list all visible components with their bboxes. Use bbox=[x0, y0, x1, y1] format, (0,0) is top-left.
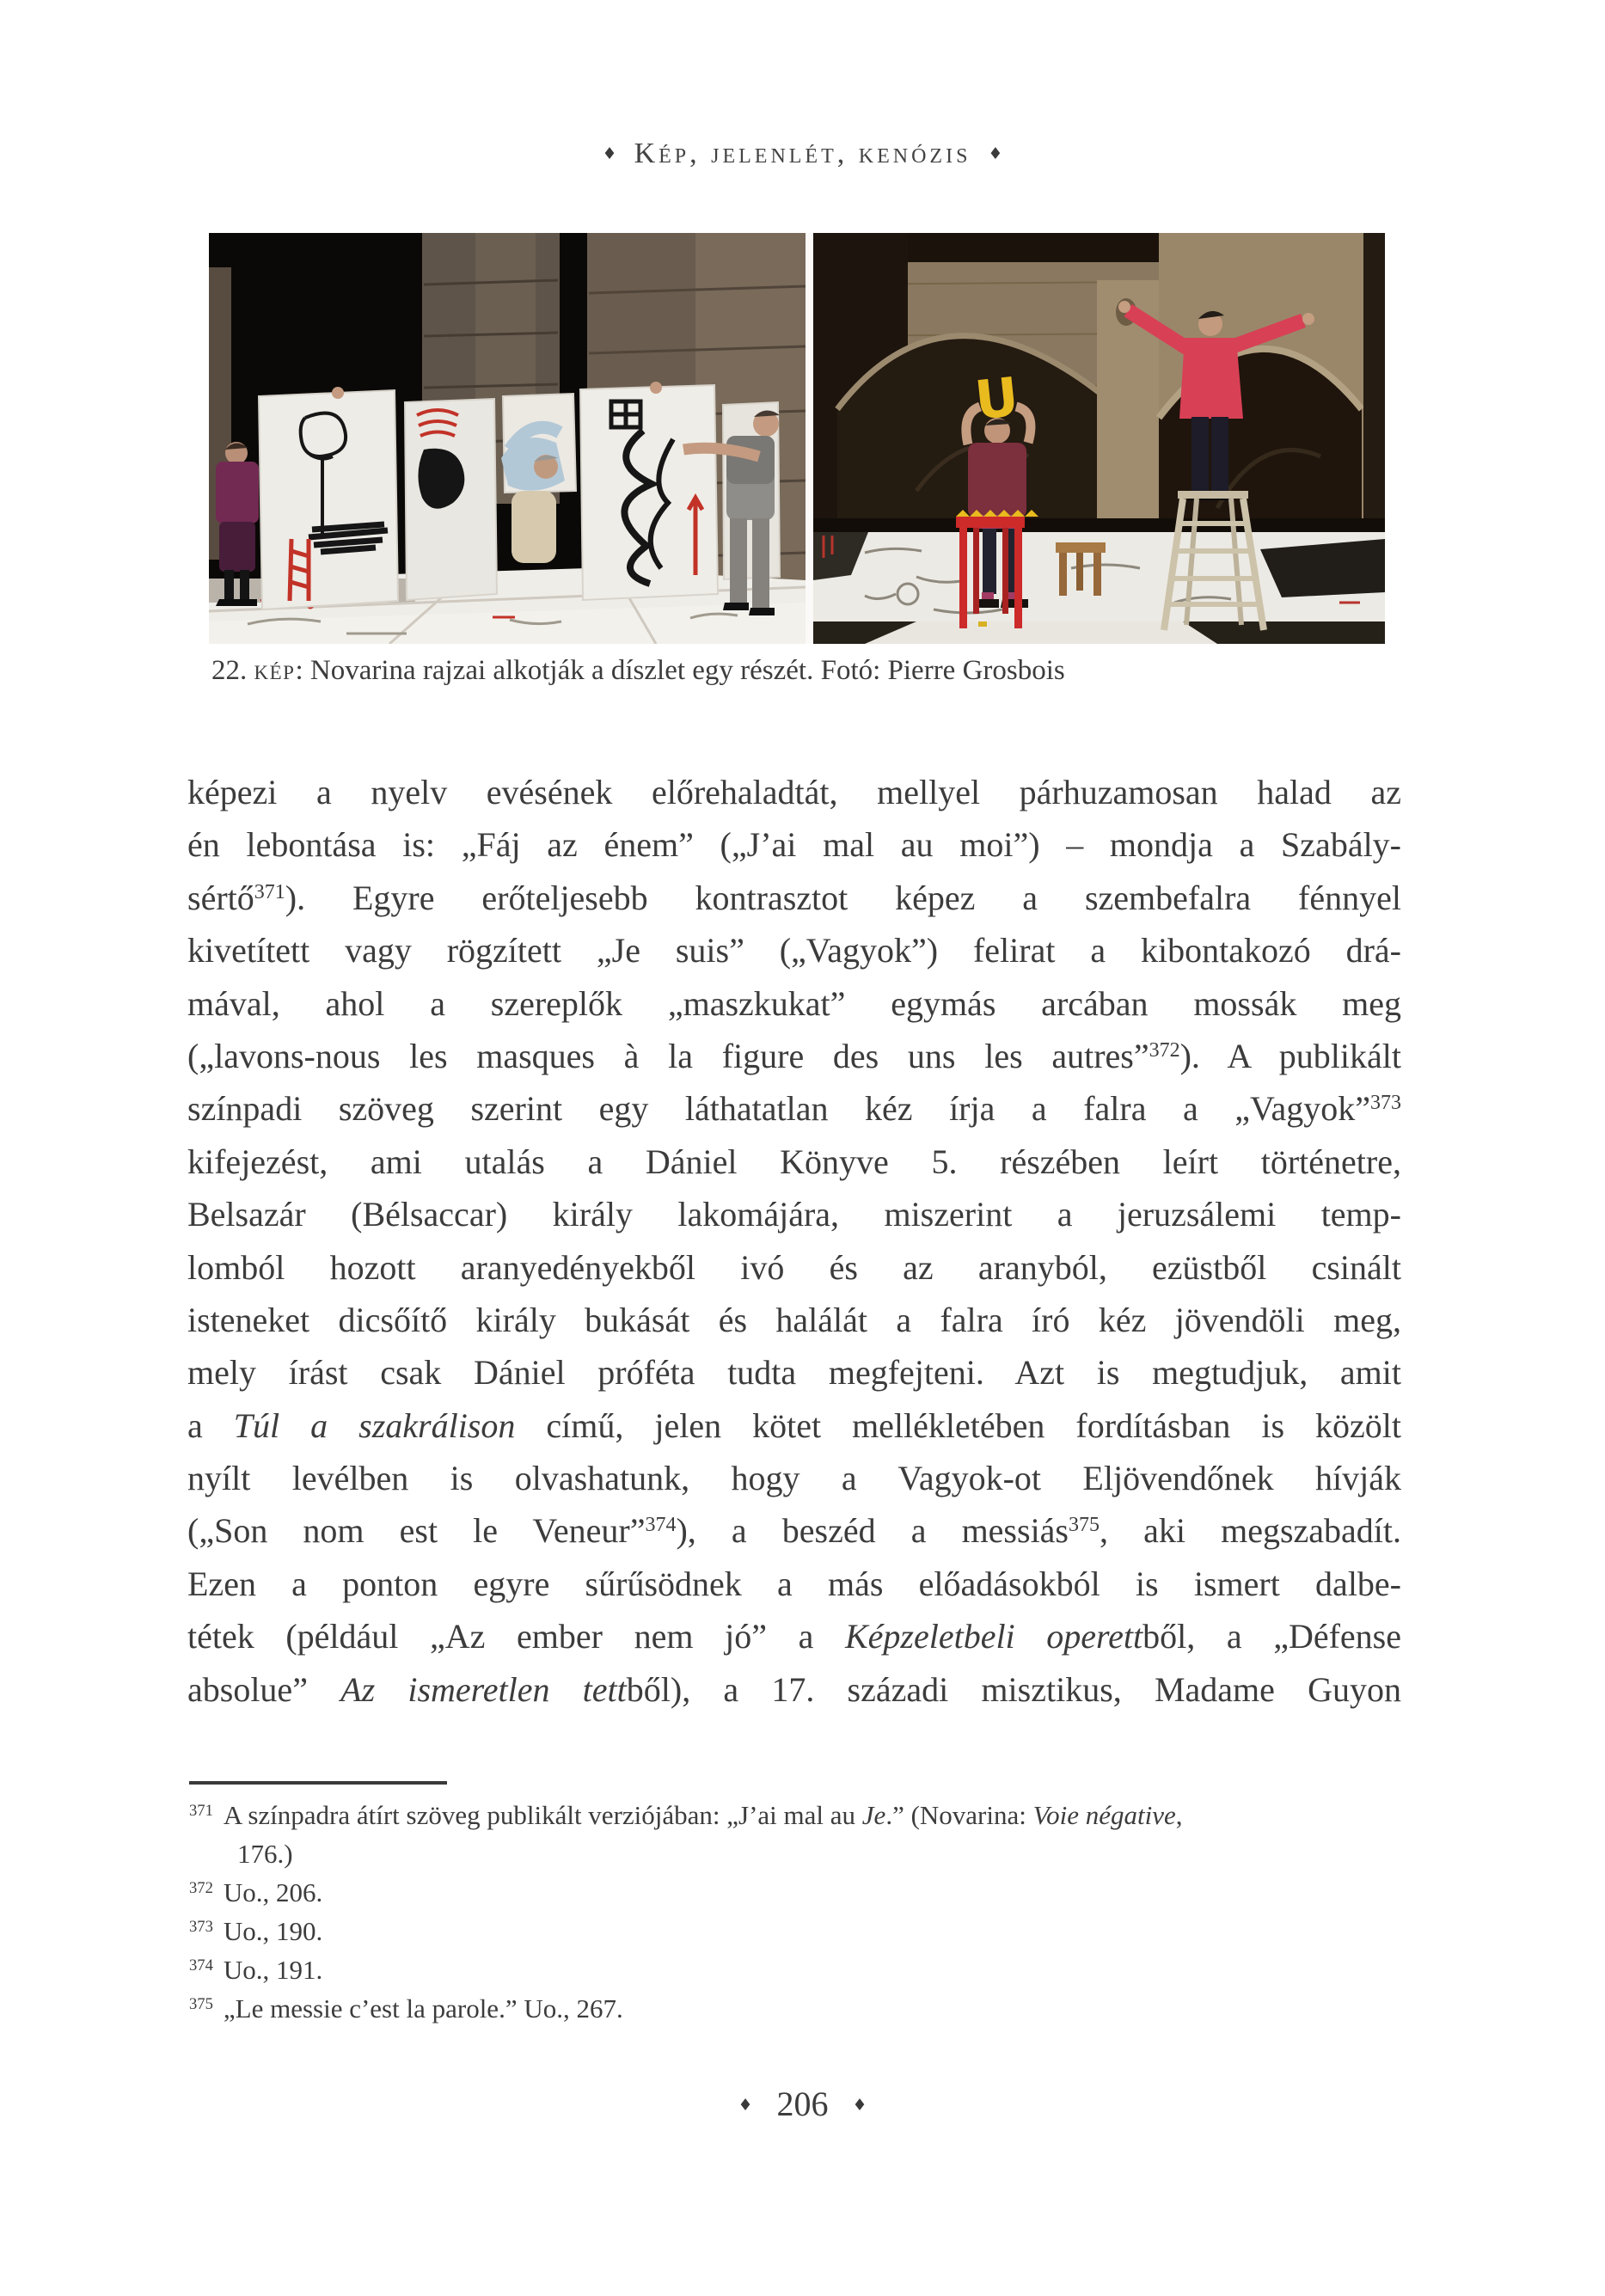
text-run: ), a beszéd a messiás bbox=[676, 1511, 1069, 1551]
text-run: Voie négative bbox=[1032, 1800, 1176, 1830]
text-run: tétek (például „Az ember nem jó” a bbox=[187, 1617, 845, 1656]
text-run: 22. bbox=[211, 655, 254, 686]
footnote-reference: 373 bbox=[1370, 1092, 1401, 1115]
text-run: ből, a „Défense bbox=[1142, 1617, 1402, 1656]
body-text-line bbox=[187, 1663, 1401, 1716]
text-run: lomból hozott aranyedényekből ivó és az aranyból, ezüstből csinált bbox=[187, 1247, 1401, 1287]
footnotes bbox=[189, 1796, 1403, 2028]
photo-left-scene bbox=[209, 233, 806, 644]
stage-photo bbox=[209, 233, 1385, 644]
text-run: mely írást csak Dániel próféta tudta megfejteni. Azt is megtudjuk, amit bbox=[187, 1353, 1401, 1393]
text-run: : Novarina rajzai alkotják a díszlet egy részét. Fotó: Pierre Grosbois bbox=[295, 655, 1065, 686]
figure-photo bbox=[209, 233, 1385, 644]
text-run: ). A publikált bbox=[1179, 1036, 1402, 1075]
footnote-number: 371 bbox=[189, 1801, 213, 1820]
text-run: „Le messie c’est la parole.” Uo., 267. bbox=[223, 1993, 623, 2024]
footnote-reference: 372 bbox=[1149, 1038, 1180, 1062]
text-run: absolue” bbox=[187, 1669, 341, 1709]
text-run: a bbox=[187, 1405, 234, 1445]
text-run: Az ismeretlen tett bbox=[340, 1669, 627, 1709]
footnote-number: 375 bbox=[189, 1994, 213, 2013]
body-text-line bbox=[187, 1504, 1401, 1557]
footnote-reference: 375 bbox=[1069, 1514, 1100, 1537]
body-text-line bbox=[187, 1188, 1401, 1240]
body-text-line bbox=[187, 766, 1401, 818]
text-run: Képzeletbeli operett bbox=[844, 1617, 1143, 1656]
text-run: ből), a 17. századi misztikus, Madame Guyon bbox=[626, 1669, 1401, 1709]
footnote-number: 373 bbox=[189, 1917, 213, 1936]
text-run: című, jelen kötet mellékletében fordításban is közölt bbox=[515, 1405, 1401, 1445]
text-run: .” (Novarina: bbox=[885, 1800, 1033, 1830]
letter-u-prop: U bbox=[971, 364, 1022, 432]
footnote bbox=[189, 1873, 1403, 1912]
text-run: A színpadra átírt szöveg publikált verziójában: „J’ai mal au bbox=[223, 1800, 862, 1830]
body-text-line bbox=[187, 1399, 1401, 1452]
photo-divider bbox=[806, 233, 813, 644]
footnote-rule bbox=[189, 1781, 447, 1785]
text-run: , bbox=[1175, 1800, 1183, 1830]
footnote-number: 372 bbox=[189, 1878, 213, 1897]
body-text-line bbox=[187, 1136, 1401, 1188]
text-run: kép bbox=[254, 655, 296, 686]
running-header bbox=[0, 138, 1605, 170]
text-run: nyílt levélben is olvashatunk, hogy a Vagyok-ot Eljövendőnek hívják bbox=[187, 1459, 1401, 1498]
text-run: képezi a nyelv evésének előrehaladtát, mellyel párhuzamosan halad az bbox=[187, 773, 1401, 811]
text-run: kifejezést, ami utalás a Dániel Könyve 5. részében leírt történetre, bbox=[187, 1142, 1401, 1181]
diamond-ornament-icon: ♦ bbox=[738, 2096, 753, 2115]
text-run: színpadi szöveg szerint egy láthatatlan kéz írja a falra a „Vagyok” bbox=[187, 1089, 1370, 1129]
body-text-line bbox=[187, 1452, 1401, 1504]
text-run: Belsazár (Bélsaccar) király lakomájára, miszerint a jeruzsálemi temp- bbox=[187, 1195, 1401, 1234]
body-text-line bbox=[187, 1346, 1401, 1399]
body-text-line bbox=[187, 1610, 1401, 1662]
text-run: Je bbox=[861, 1800, 886, 1830]
footnote-reference: 374 bbox=[645, 1514, 677, 1537]
text-run: , aki megszabadít. bbox=[1100, 1511, 1402, 1551]
text-run: sértő bbox=[187, 878, 254, 917]
body-text-line bbox=[187, 924, 1401, 977]
text-run: én lebontása is: „Fáj az énem” („J’ai mal au moi”) – mondja a Szabály- bbox=[187, 825, 1401, 865]
text-run: Uo., 206. bbox=[223, 1877, 323, 1907]
body-text-line bbox=[187, 818, 1401, 871]
chapter-title: Kép, jelenlét, kenózis bbox=[634, 138, 971, 169]
wooden-stool bbox=[1056, 542, 1106, 596]
text-run: Uo., 191. bbox=[223, 1955, 323, 1985]
body-text-line bbox=[187, 1294, 1401, 1346]
page-footer bbox=[0, 2084, 1605, 2124]
footnote-number: 374 bbox=[189, 1956, 213, 1975]
body-text-line bbox=[187, 1082, 1401, 1135]
text-run: Uo., 190. bbox=[223, 1916, 323, 1946]
text-run: Ezen a ponton egyre sűrűsödnek a más előadásokból is ismert dalbe- bbox=[187, 1564, 1401, 1603]
diamond-ornament-icon: ♦ bbox=[602, 144, 617, 163]
text-run: 176.) bbox=[237, 1839, 293, 1869]
footnote bbox=[189, 1796, 1403, 1873]
text-run: („Son nom est le Veneur” bbox=[187, 1511, 646, 1551]
body-text bbox=[187, 766, 1401, 1716]
panel bbox=[259, 390, 398, 609]
body-text-line bbox=[187, 1241, 1401, 1294]
text-run: ). Egyre erőteljesebb kontrasztot képez a szembefalra fénnyel bbox=[285, 878, 1401, 917]
footnote bbox=[189, 1950, 1403, 1989]
footnote bbox=[189, 1912, 1403, 1950]
page-number: 206 bbox=[776, 2085, 829, 2123]
body-text-line bbox=[187, 1030, 1401, 1082]
body-text-line bbox=[187, 977, 1401, 1030]
text-run: isteneket dicsőítő király bukását és halálát a falra író kéz jövendöli meg, bbox=[187, 1300, 1401, 1339]
body-text-line bbox=[187, 1558, 1401, 1610]
text-run: kivetített vagy rögzített „Je suis” („Vagyok”) felirat a kibontakozó drá- bbox=[187, 931, 1401, 970]
photo-right-scene bbox=[813, 233, 1385, 644]
diamond-ornament-icon: ♦ bbox=[988, 144, 1003, 163]
text-run: mával, ahol a szereplők „maszkukat” egymás arcában mossák meg bbox=[187, 983, 1401, 1023]
footnote bbox=[189, 1989, 1403, 2028]
text-run: („lavons-nous les masques à la figure des uns les autres” bbox=[187, 1036, 1149, 1075]
diamond-ornament-icon: ♦ bbox=[852, 2096, 867, 2115]
body-text-line bbox=[187, 872, 1401, 924]
figure-caption bbox=[211, 655, 1398, 687]
text-run: Túl a szakrálison bbox=[233, 1405, 516, 1445]
footnote-reference: 371 bbox=[254, 880, 285, 903]
